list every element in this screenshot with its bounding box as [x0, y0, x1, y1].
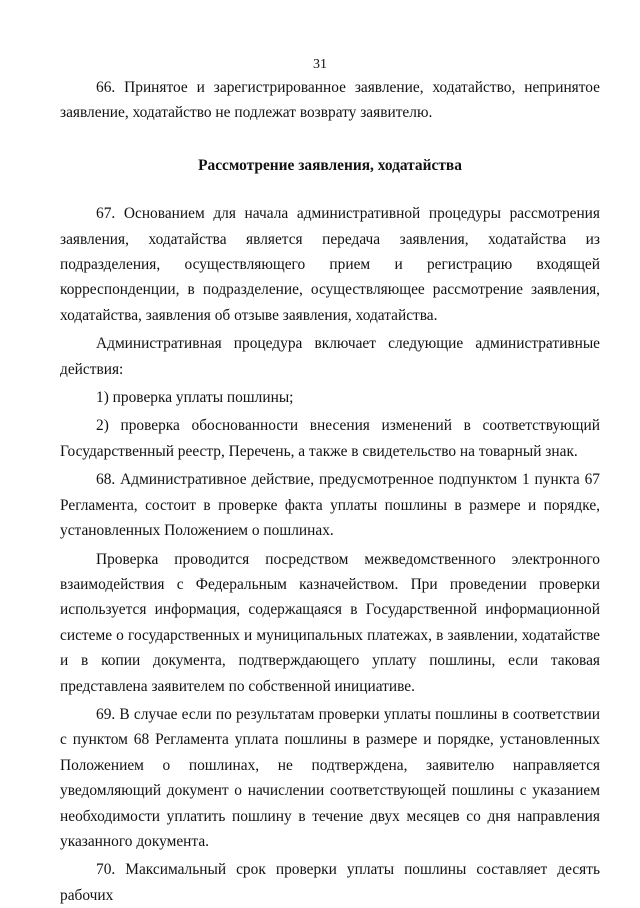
- paragraph-67-action-2: 2) проверка обоснованности внесения изменений в соответствующий Государственный реестр, Перечень, а также в свидетельство на товарный знак.: [60, 417, 600, 460]
- paragraph-68-check: Проверка проводится посредством межведомственного электронного взаимодействия с Федеральным казначейством. При проведении проверки используется информация, содержащаяся в Государственной информационной системе о государственных и муниципальных платежах, в заявлении, ходатайстве и в копии документа, подтверждающего уплату пошлины, если таковая представлена заявителем по собственной инициативе.: [60, 550, 600, 695]
- document-body: [60, 75, 600, 908]
- paragraph-67-action-1: 1) проверка уплаты пошлины;: [96, 389, 294, 407]
- paragraph-67-actions-intro: Административная процедура включает следующие административные действия:: [60, 335, 600, 378]
- paragraph-68: 68. Административное действие, предусмотренное подпунктом 1 пункта 67 Регламента, состоит в проверке факта уплаты пошлины в размере и порядке, установленных Положением о пошлинах.: [60, 471, 600, 540]
- paragraph-70: 70. Максимальный срок проверки уплаты пошлины составляет десять рабочих: [60, 861, 600, 904]
- paragraph-66: 66. Принятое и зарегистрированное заявление, ходатайство, непринятое заявление, ходатайство не подлежат возврату заявителю.: [60, 79, 600, 122]
- paragraph-69: 69. В случае если по результатам проверки уплаты пошлины в соответствии с пунктом 68 Регламента уплата пошлины в размере и порядке, установленных Положением о пошлинах, не подтверждена, заявителю направляется уведомляющий документ о начислении соответствующей пошлины с указанием необходимости уплатить пошлину в течение двух месяцев со дня направления указанного документа.: [60, 705, 600, 850]
- section-title: Рассмотрение заявления, ходатайства: [198, 156, 462, 174]
- page-number: 31: [313, 57, 327, 72]
- paragraph-67: 67. Основанием для начала административной процедуры рассмотрения заявления, ходатайства является передача заявления, ходатайства из подразделения, осуществляющего прием и регистрацию входящей корреспонденции, в подразделение, осуществляющее рассмотрение заявления, ходатайства, заявления об отзыве заявления, ходатайства.: [60, 205, 600, 324]
